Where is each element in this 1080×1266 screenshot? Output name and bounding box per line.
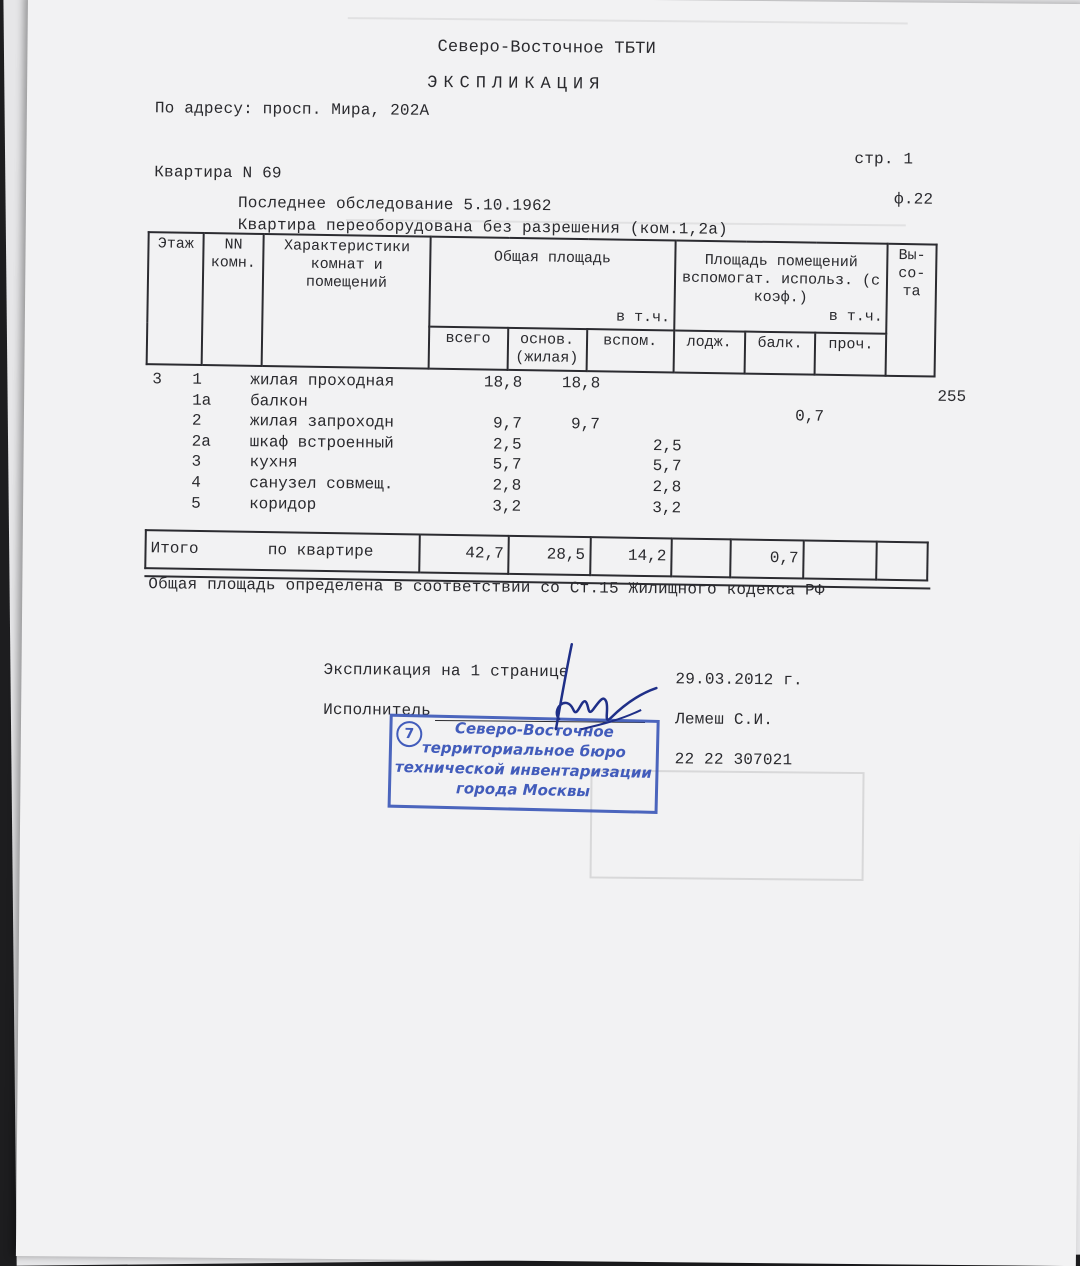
cell-total: 5,7 bbox=[492, 455, 522, 475]
stamp-number: 7 bbox=[396, 721, 423, 748]
cell-aux bbox=[600, 415, 682, 436]
cell-balk: 0,7 bbox=[795, 406, 825, 426]
totals-total: 42,7 bbox=[419, 534, 509, 573]
executor-name: Лемеш С.И. bbox=[674, 710, 774, 730]
issue-date: 29.03.2012 г. bbox=[675, 670, 803, 690]
cell-total: 2,5 bbox=[492, 435, 522, 454]
cell-desc: кухня bbox=[249, 453, 298, 472]
cell-desc: санузел совмещ. bbox=[249, 474, 394, 494]
form-code: ф.22 bbox=[893, 190, 934, 209]
col-loggia: лодж. bbox=[673, 330, 745, 373]
col-height: Вы- со- та bbox=[886, 244, 937, 377]
col-main: основ. (жилая) bbox=[507, 328, 587, 371]
col-other: проч. bbox=[815, 333, 887, 376]
cell-aux: 3,2 bbox=[652, 498, 682, 517]
cell-num: 2 bbox=[191, 411, 202, 430]
executor-label: Исполнитель bbox=[323, 700, 432, 720]
cell-height bbox=[895, 500, 965, 521]
total-area-label: Общая площадь bbox=[493, 248, 612, 268]
incl-label: в т.ч. bbox=[615, 308, 671, 327]
cell-desc: шкаф встроенный bbox=[249, 432, 394, 453]
cell-num: 2а bbox=[191, 432, 212, 451]
cell-height bbox=[896, 418, 966, 439]
explication-header-table bbox=[146, 231, 938, 377]
cell-desc: жилая запроходн bbox=[249, 412, 395, 432]
cell-main: 18,8 bbox=[561, 374, 601, 393]
cell-balk bbox=[751, 457, 823, 478]
cell-height bbox=[895, 479, 965, 500]
cell-height bbox=[896, 438, 966, 459]
document-code: 22 22 307021 bbox=[674, 750, 793, 770]
col-room-no: NN комн. bbox=[201, 233, 264, 366]
cell-floor bbox=[152, 390, 192, 411]
cell-balk bbox=[752, 437, 824, 458]
cell-desc: балкон bbox=[250, 391, 308, 411]
cell-main bbox=[522, 435, 600, 456]
totals-label2: по квартире bbox=[267, 541, 374, 561]
col-aux-area bbox=[674, 240, 888, 333]
cell-height bbox=[895, 459, 965, 480]
stamp-line-1: Северо-Восточное bbox=[454, 719, 615, 741]
totals-loggia bbox=[671, 538, 731, 577]
cell-height: 255 bbox=[937, 387, 967, 407]
cell-aux: 2,8 bbox=[652, 477, 682, 497]
aux-area-label: Площадь помещений вспомогат. использ. (с коэф.) bbox=[681, 251, 881, 307]
cell-main bbox=[521, 476, 599, 497]
apartment-number: Квартира N 69 bbox=[154, 163, 282, 183]
totals-main: 28,5 bbox=[508, 536, 590, 575]
totals-label: Итого bbox=[150, 539, 199, 558]
col-aux: вспом. bbox=[586, 329, 674, 372]
totals-height bbox=[876, 542, 928, 581]
cell-num: 5 bbox=[191, 494, 201, 513]
totals-table bbox=[144, 529, 929, 581]
table-body bbox=[151, 369, 966, 521]
cell-aux bbox=[600, 374, 682, 395]
cell-balk bbox=[751, 499, 823, 520]
cell-main bbox=[522, 393, 600, 414]
cell-balk bbox=[751, 478, 823, 499]
cell-floor: 3 bbox=[152, 370, 163, 389]
document-title: ЭКСПЛИКАЦИЯ bbox=[427, 73, 606, 95]
law-note: Общая площадь определена в соответствии со Ст.15 Жилищного кодекса РФ bbox=[148, 575, 825, 600]
cell-aux bbox=[600, 394, 682, 415]
stamp-line-2: территориальное бюро bbox=[421, 738, 627, 762]
incl2-label: в т.ч. bbox=[828, 307, 883, 326]
cell-num: 1 bbox=[192, 370, 203, 389]
organization: Северо-Восточное ТБТИ bbox=[437, 37, 657, 60]
col-total: всего bbox=[428, 327, 508, 370]
cell-floor bbox=[151, 452, 191, 473]
cell-floor bbox=[151, 472, 191, 493]
totals-row bbox=[145, 530, 928, 580]
totals-balk: 0,7 bbox=[730, 539, 804, 578]
cell-num: 4 bbox=[191, 473, 202, 492]
cell-floor bbox=[151, 493, 191, 514]
col-balcony: балк. bbox=[744, 332, 816, 375]
cell-num: 1а bbox=[192, 391, 212, 410]
conversion-note: Квартира переоборудована без разрешения (ком.1,2а) bbox=[237, 216, 728, 239]
cell-num: 3 bbox=[191, 452, 202, 472]
page-number: стр. 1 bbox=[854, 149, 914, 169]
totals-label-cell bbox=[145, 530, 420, 572]
cell-balk bbox=[752, 375, 824, 396]
cell-aux: 2,5 bbox=[652, 436, 682, 456]
address: По адресу: просп. Мира, 202А bbox=[154, 99, 430, 120]
cell-total: 3,2 bbox=[492, 497, 522, 516]
cell-total: 2,8 bbox=[492, 476, 522, 495]
cell-total: 18,8 bbox=[483, 373, 523, 392]
col-description: Характеристики комнат и помещений bbox=[262, 234, 430, 369]
cell-desc: коридор bbox=[249, 494, 317, 514]
stamp-line-3: технической инвентаризации bbox=[394, 757, 653, 782]
signature-icon bbox=[511, 639, 662, 740]
col-floor: Этаж bbox=[147, 232, 204, 365]
cell-main: 9,7 bbox=[570, 415, 600, 434]
cell-total bbox=[450, 393, 522, 414]
stamp-line-4: города Москвы bbox=[455, 779, 591, 801]
document-page bbox=[16, 0, 1080, 1266]
totals-aux: 14,2 bbox=[590, 537, 672, 576]
cell-aux: 5,7 bbox=[652, 457, 682, 476]
cell-desc: жилая проходная bbox=[250, 371, 395, 391]
last-survey: Последнее обследование 5.10.1962 bbox=[237, 194, 552, 216]
totals-other bbox=[803, 540, 876, 579]
cell-total: 9,7 bbox=[492, 414, 522, 433]
pages-note: Экспликация на 1 странице bbox=[323, 660, 569, 682]
col-total-area bbox=[429, 237, 675, 331]
cell-main bbox=[521, 455, 599, 476]
cell-floor bbox=[152, 431, 192, 452]
cell-floor bbox=[152, 410, 192, 431]
cell-main bbox=[521, 496, 599, 517]
